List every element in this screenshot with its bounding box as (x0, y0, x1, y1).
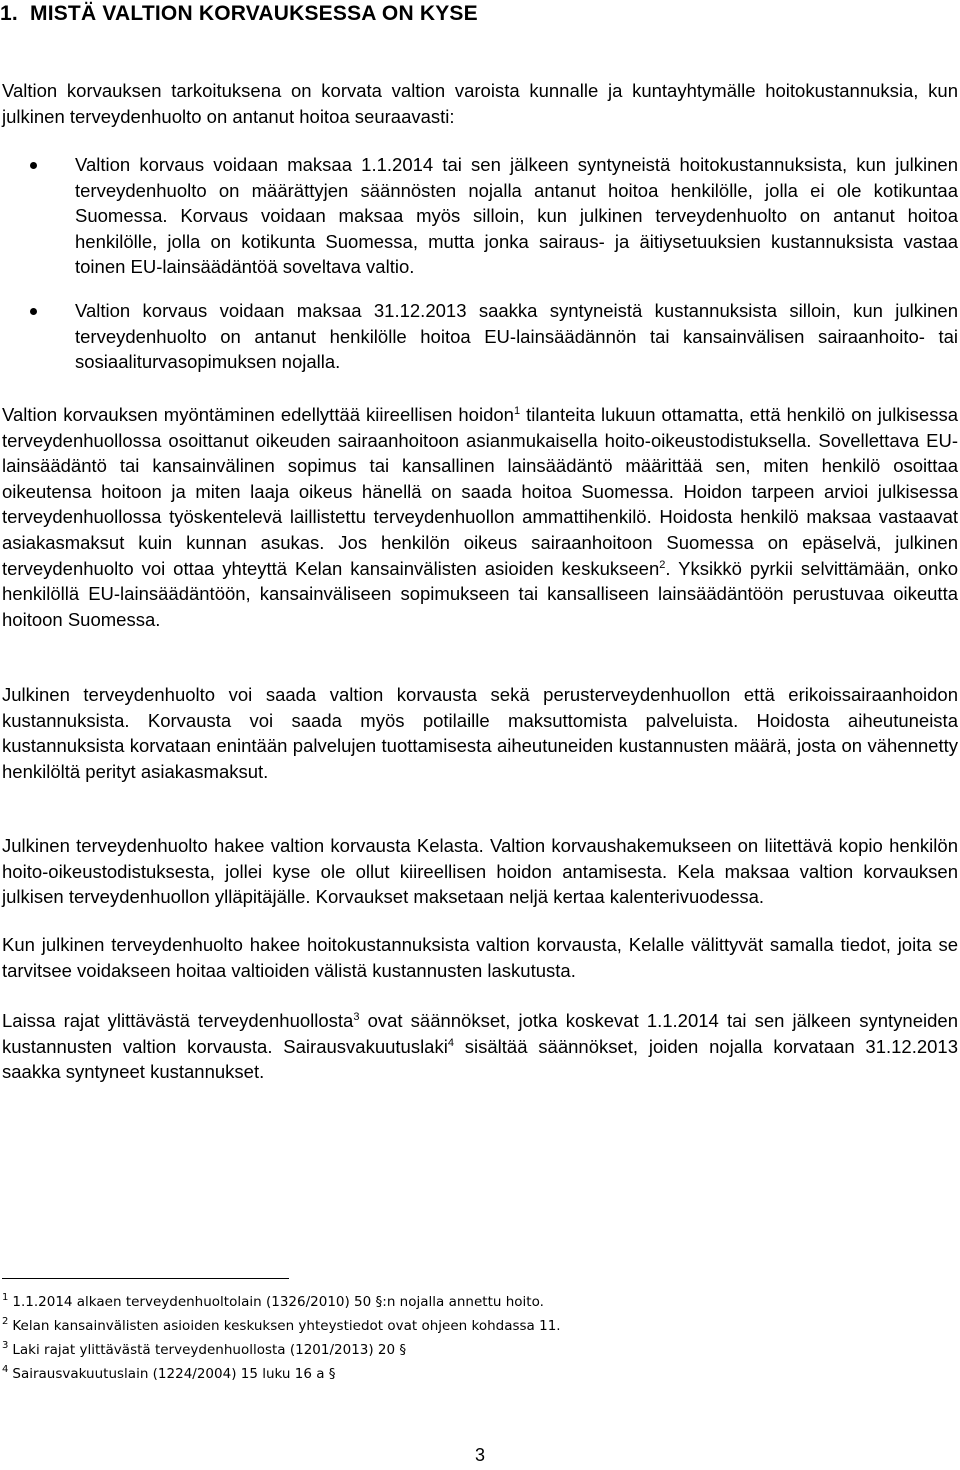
paragraph-text: Valtion korvauksen myöntäminen edellyttää kiireellisen hoidon (2, 404, 514, 425)
footnote (2, 1338, 902, 1362)
bullet-icon (30, 308, 37, 315)
section-heading (0, 0, 960, 28)
footnote-divider (2, 1278, 289, 1279)
bullet-text: Valtion korvaus voidaan maksaa 31.12.2013 saakka syntyneistä kustannuksista silloin, kun julkinen terveydenhuolto on antanut henkilölle hoitoa EU-lainsäädännön tai kansainvälisen sairaanhoito- tai sosiaaliturvasopimuksen nojalla. (75, 299, 958, 373)
paragraph-text: sisältää säännökset, joiden nojalla korvataan 31.12.2013 saakka syntyneet kustannukset. (2, 1035, 959, 1083)
footnote-number: 2 (2, 1316, 9, 1327)
footnote (2, 1362, 902, 1386)
bullet-icon (30, 162, 37, 169)
footnote-number: 4 (2, 1364, 9, 1375)
requirements-paragraph (2, 402, 958, 632)
paragraph-text: Laissa rajat ylittävästä terveydenhuollosta (2, 1010, 354, 1031)
bullet-item (0, 298, 958, 375)
paragraph-text: tilanteita lukuun ottamatta, että henkilö on julkisessa terveydenhuollossa osoittanut oikeuden sairaanhoitoon asianmukaisella hoito-oikeustodistuksella. Sovellettava EU-lainsäädäntö tai kansainvälinen sopimus tai kansallinen lainsäädäntö määrittää sen, miten henkilö osoittaa oikeutensa hoitoon ja miten laaja oikeus hänellä on saada hoitoa Suomessa. Hoidon tarpeen arvioi julkisessa terveydenhuollossa työskentelevä laillistettu terveydenhuollon ammattihenkilö. Hoidosta henkilö maksaa vastaavat asiakasmaksut kuin kunnan asukas. Jos henkilön oikeus sairaanhoitoon Suomessa on epäselvä, julkinen terveydenhuolto voi ottaa yhteyttä Kelan kansainvälisten asioiden keskukseen (2, 404, 958, 579)
footnote-text: Sairausvakuutuslain (1224/2004) 15 luku 16 a § (12, 1366, 336, 1382)
section-title: MISTÄ VALTION KORVAUKSESSA ON KYSE (30, 2, 478, 25)
legislation-paragraph (2, 1008, 958, 1085)
footnote-ref: 4 (447, 1036, 454, 1049)
billing-paragraph: Kun julkinen terveydenhuolto hakee hoitokustannuksista valtion korvausta, Kelalle välittyvät samalla tiedot, joita se tarvitsee voidakseen hoitaa valtioiden välistä kustannusten laskutusta. (2, 934, 958, 981)
footnote-text: Laki rajat ylittävästä terveydenhuollosta (1201/2013) 20 § (12, 1342, 407, 1358)
footnote-number: 3 (2, 1340, 9, 1351)
page-number: 3 (474, 1445, 485, 1465)
footnote-ref: 1 (513, 405, 521, 417)
footnote-text: Kelan kansainvälisten asioiden keskuksen yhteystiedot ovat ohjeen kohdassa 11. (12, 1318, 561, 1334)
section-number: 1. (0, 2, 18, 25)
footnote (2, 1290, 902, 1314)
footnote (2, 1314, 902, 1338)
costs-paragraph: Julkinen terveydenhuolto voi saada valtion korvausta sekä perusterveydenhuollon että erikoissairaanhoidon kustannuksista. Korvausta voi saada myös potilaille maksuttomista palveluista. Hoidosta aiheutuneista kustannuksista korvataan enintään palvelujen tuottamisesta aiheutuneiden kustannusten määrä, josta on vähennetty henkilöltä perityt asiakasmaksut. (2, 684, 958, 782)
bullet-item (0, 152, 958, 280)
bullet-text: Valtion korvaus voidaan maksaa 1.1.2014 tai sen jälkeen syntyneistä hoitokustannuksista, kun julkinen terveydenhuolto on määrättyjen säännösten nojalla antanut hoitoa henkilölle, jolla ei ole kotikuntaa Suomessa. Korvaus voidaan maksaa myös silloin, kun julkinen terveydenhuolto on antanut hoitoa henkilölle, jolla on kotikunta Suomessa, mutta jonka sairaus- ja äitiysetuuksien kustannuksista vastaa toinen EU-lainsäädäntöä soveltava valtio. (75, 154, 958, 278)
intro-paragraph: Valtion korvauksen tarkoituksena on korvata valtion varoista kunnalle ja kuntayhtymälle hoitokustannuksia, kun julkinen terveydenhuolto on antanut hoitoa seuraavasti: (2, 80, 958, 127)
paragraph-text: . Yksikkö pyrkii selvittämään, onko henkilöllä EU-lainsäädäntöön, kansainväliseen sopimukseen tai kansalliseen lainsäädäntöön perustuvaa oikeutta hoitoon Suomessa. (2, 557, 958, 630)
footnote-number: 1 (2, 1292, 9, 1303)
paragraph-text: ovat säännökset, jotka koskevat 1.1.2014 tai sen jälkeen syntyneiden kustannusten valtion korvausta. Sairausvakuutuslaki (2, 1010, 958, 1057)
bullet-list (0, 152, 958, 375)
application-paragraph: Julkinen terveydenhuolto hakee valtion korvausta Kelasta. Valtion korvaushakemukseen on liitettävä kopio henkilön hoito-oikeustodistuksesta, jollei kyse ole ollut kiireellisen hoidon antamisesta. Kela maksaa valtion korvauksen julkisen terveydenhuollon ylläpitäjälle. Korvaukset maksetaan neljä kertaa kalenterivuodessa. (2, 835, 958, 908)
footnote-text: 1.1.2014 alkaen terveydenhuoltolain (1326/2010) 50 §:n nojalla annettu hoito. (12, 1294, 544, 1310)
footnotes (2, 1290, 902, 1386)
footnote-ref: 3 (353, 1011, 360, 1023)
footnote-ref: 2 (659, 558, 666, 571)
